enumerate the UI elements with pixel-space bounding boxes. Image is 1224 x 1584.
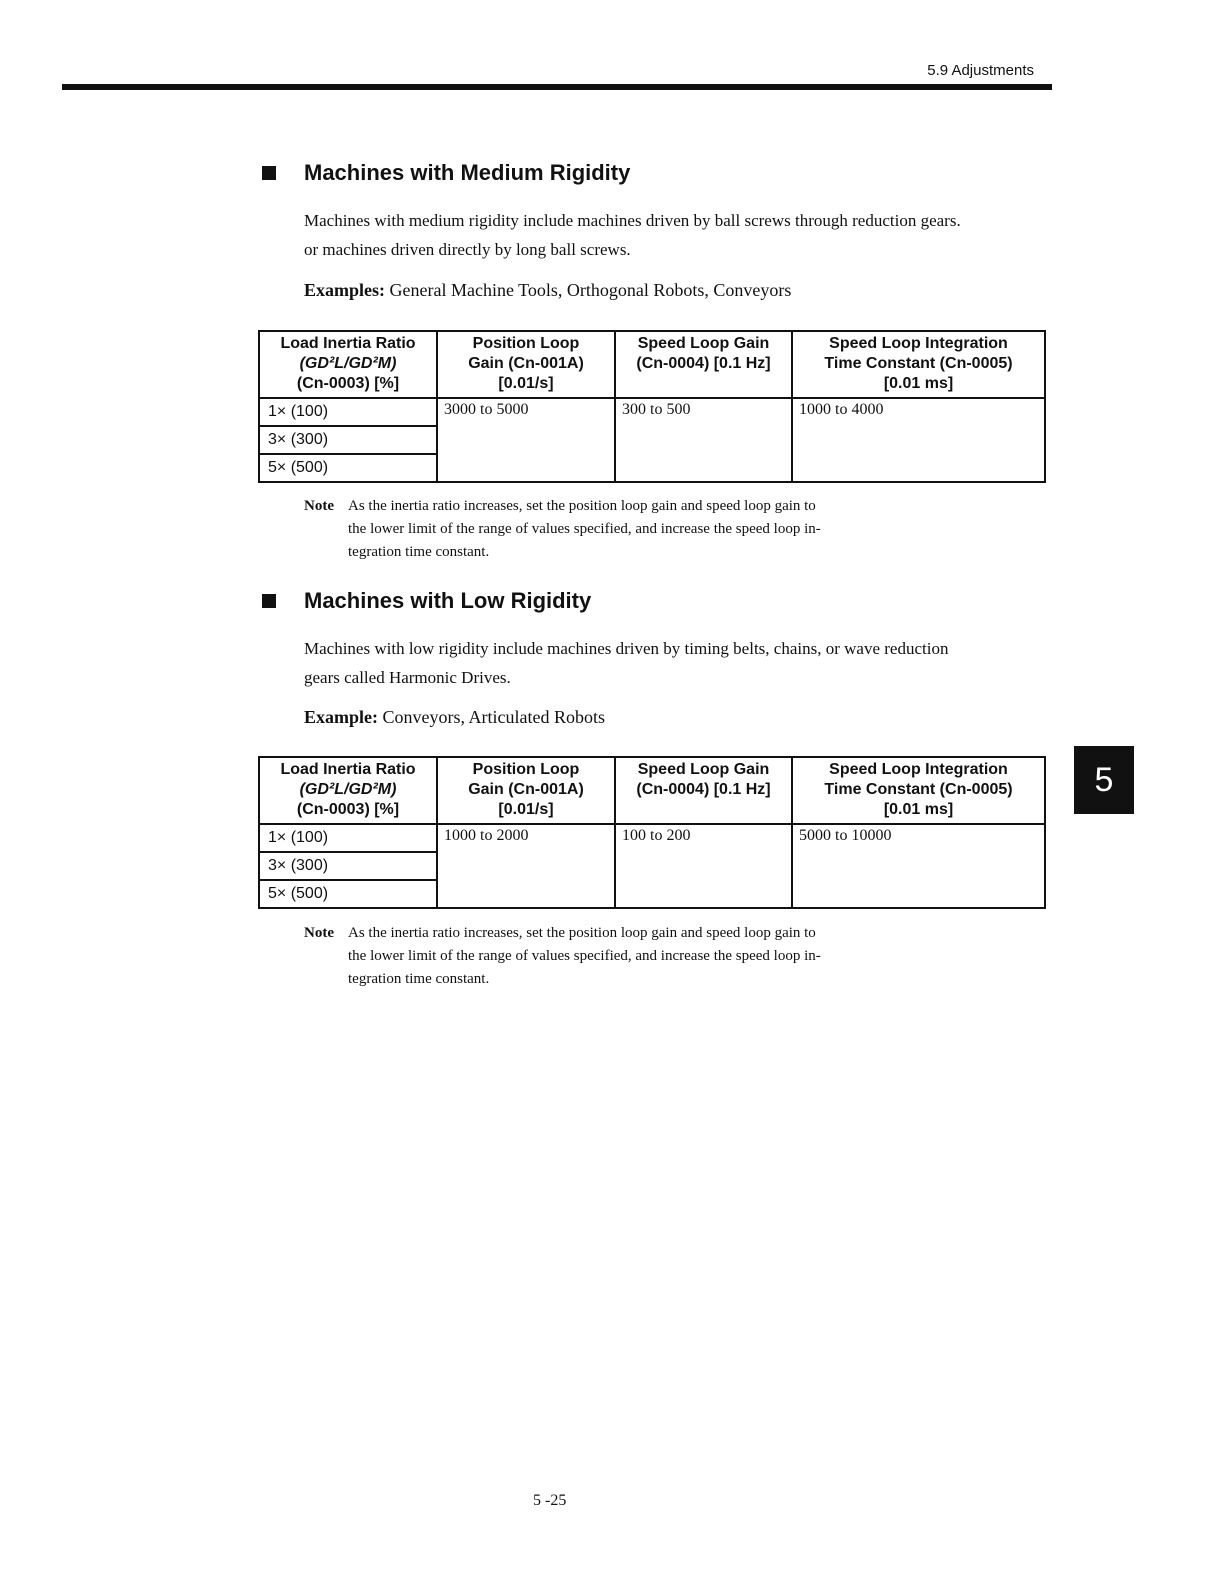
table-row [259,398,1045,426]
header-rule [62,84,1052,90]
table-header-row [259,331,1045,398]
column-header-load-inertia: Load Inertia Ratio (GD²L/GD²M) (Cn-0003) [%] [259,757,437,824]
examples-text: General Machine Tools, Orthogonal Robots, Conveyors [389,280,792,300]
position-gain-cell: 3000 to 5000 [437,398,615,482]
column-header-position-loop: Position Loop Gain (Cn-001A) [0.01/s] [437,331,615,398]
section-heading-medium [262,160,630,186]
note-medium [304,495,924,564]
paragraph-line: Machines with low rigidity include machines driven by timing belts, chains, or wave reduction [304,639,949,658]
integration-cell: 5000 to 10000 [792,824,1045,908]
examples-label: Examples: [304,280,385,300]
examples-text: Conveyors, Articulated Robots [382,707,605,727]
note-low [304,922,924,991]
examples-label: Example: [304,707,378,727]
table-header-row [259,757,1045,824]
parameter-table-medium [258,330,1046,483]
note-line: tegration time constant. [348,544,490,560]
column-header-integration-time: Speed Loop Integration Time Constant (Cn-0005) [0.01 ms] [792,331,1045,398]
ratio-cell: 3× (300) [259,852,437,880]
speed-gain-cell: 300 to 500 [615,398,792,482]
page-number: 5 -25 [533,1492,567,1509]
table-row [259,824,1045,852]
note-label: Note [304,498,334,514]
examples-medium [304,280,791,301]
note-line: As the inertia ratio increases, set the position loop gain and speed loop gain to [348,925,816,941]
ratio-cell: 5× (500) [259,454,437,482]
column-header-speed-loop-gain: Speed Loop Gain (Cn-0004) [0.1 Hz] [615,331,792,398]
column-header-load-inertia: Load Inertia Ratio (GD²L/GD²M) (Cn-0003) [%] [259,331,437,398]
ratio-cell: 1× (100) [259,398,437,426]
speed-gain-cell: 100 to 200 [615,824,792,908]
column-header-speed-loop-gain: Speed Loop Gain (Cn-0004) [0.1 Hz] [615,757,792,824]
paragraph-medium [304,206,1054,264]
paragraph-low [304,634,1054,692]
square-bullet-icon [262,166,276,180]
section-heading-low [262,588,591,614]
note-line: the lower limit of the range of values specified, and increase the speed loop in- [348,521,821,537]
parameter-table-low [258,756,1046,909]
position-gain-cell: 1000 to 2000 [437,824,615,908]
running-header: 5.9 Adjustments [927,62,1034,79]
ratio-cell: 3× (300) [259,426,437,454]
paragraph-line: Machines with medium rigidity include machines driven by ball screws through reduction gears. [304,211,961,230]
column-header-integration-time: Speed Loop Integration Time Constant (Cn-0005) [0.01 ms] [792,757,1045,824]
paragraph-line: or machines driven directly by long ball screws. [304,240,631,259]
integration-cell: 1000 to 4000 [792,398,1045,482]
chapter-tab: 5 [1074,746,1134,814]
ratio-cell: 1× (100) [259,824,437,852]
note-line: the lower limit of the range of values specified, and increase the speed loop in- [348,948,821,964]
column-header-position-loop: Position Loop Gain (Cn-001A) [0.01/s] [437,757,615,824]
note-line: As the inertia ratio increases, set the position loop gain and speed loop gain to [348,498,816,514]
paragraph-line: gears called Harmonic Drives. [304,668,511,687]
note-line: tegration time constant. [348,971,490,987]
square-bullet-icon [262,594,276,608]
section-title: Machines with Low Rigidity [304,588,592,613]
note-label: Note [304,925,334,941]
ratio-cell: 5× (500) [259,880,437,908]
section-title: Machines with Medium Rigidity [304,160,631,185]
examples-low [304,707,605,728]
